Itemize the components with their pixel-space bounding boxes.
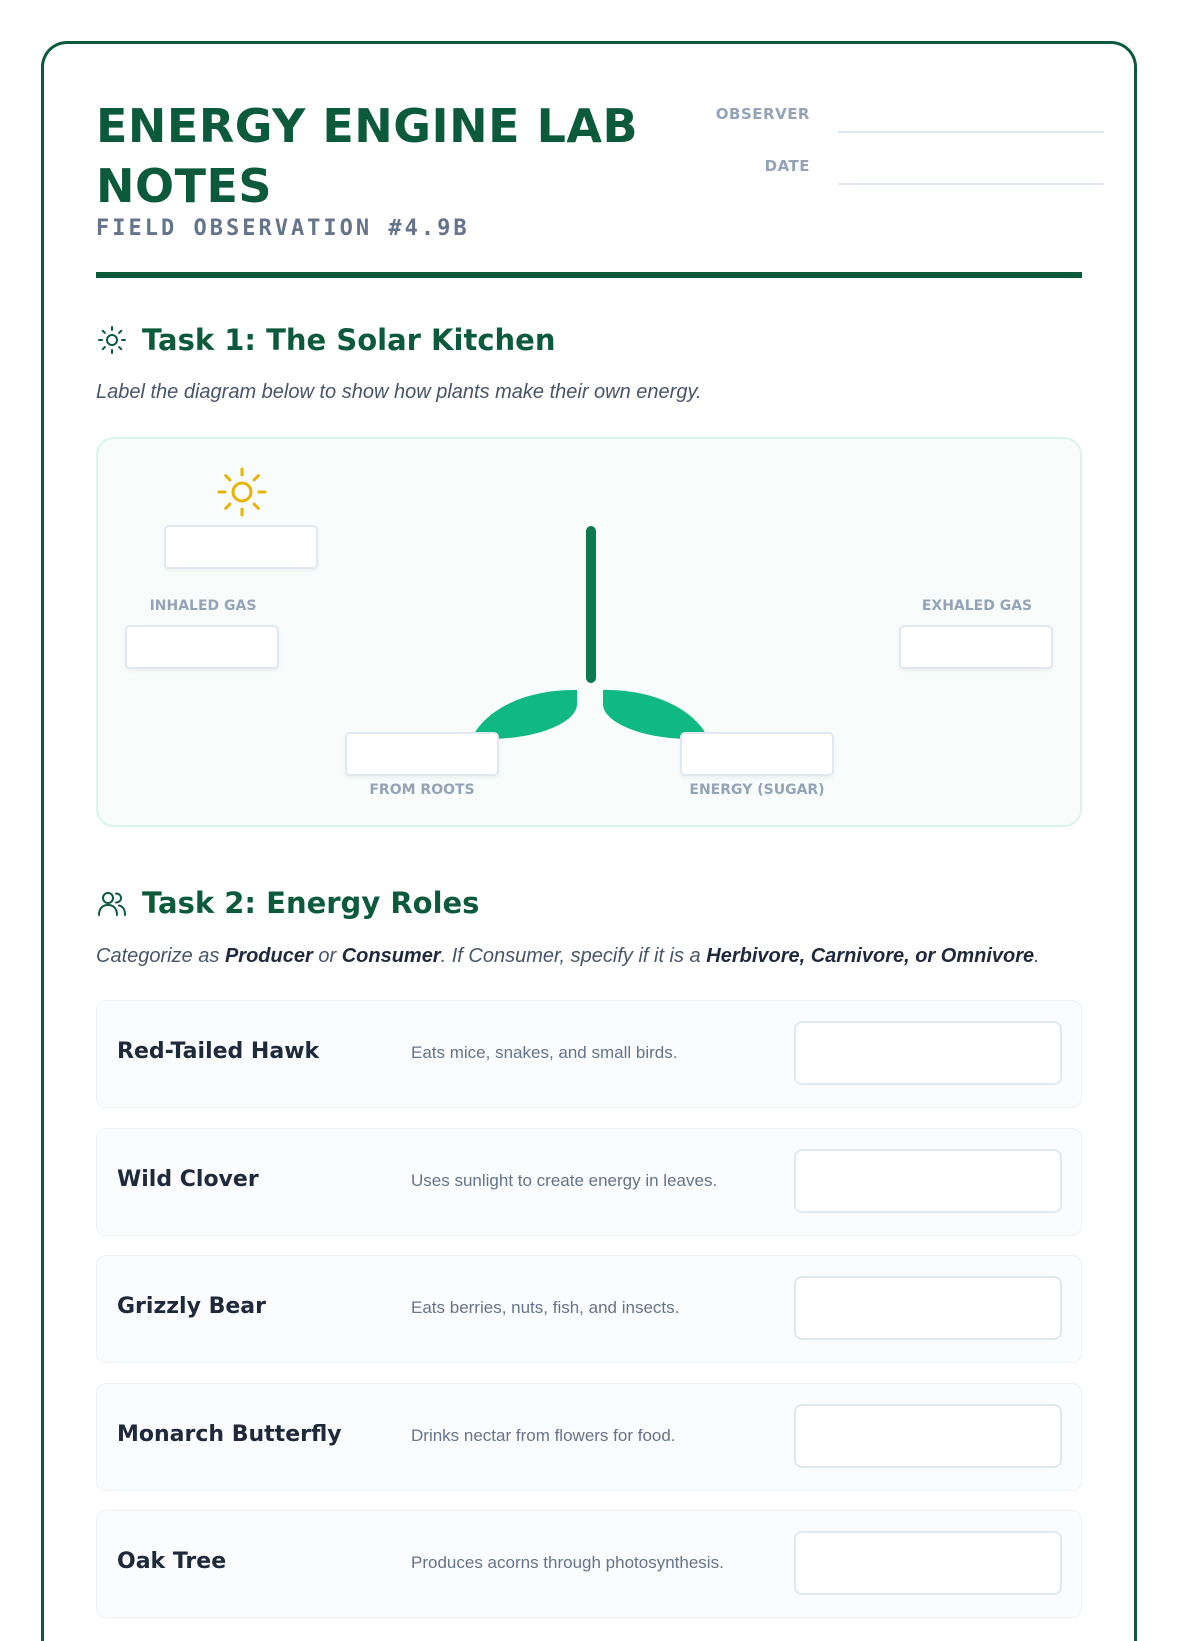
organism-name: Grizzly Bear bbox=[117, 1294, 266, 1319]
organism-row bbox=[96, 1000, 1082, 1108]
organism-row bbox=[96, 1128, 1082, 1236]
inhaled-gas-input-box[interactable] bbox=[125, 625, 279, 669]
header-divider bbox=[96, 272, 1082, 278]
task2-title: Task 2: Energy Roles bbox=[142, 886, 480, 920]
users-icon bbox=[96, 887, 128, 919]
task2-instruction: Categorize as Producer or Consumer. If Consumer, specify if it is a Herbivore, Carnivore, or Omnivore. bbox=[96, 945, 1040, 967]
organism-name: Monarch Butterfly bbox=[117, 1422, 342, 1447]
organism-description: Eats mice, snakes, and small birds. bbox=[411, 1043, 678, 1062]
task1-instruction: Label the diagram below to show how plants make their own energy. bbox=[96, 381, 702, 403]
from-roots-label: FROM ROOTS bbox=[369, 782, 475, 798]
organism-row bbox=[96, 1255, 1082, 1363]
observer-label: OBSERVER bbox=[715, 105, 810, 123]
page-title: ENERGY ENGINE LAB NOTES bbox=[96, 99, 639, 213]
task1-heading bbox=[96, 320, 555, 360]
sun-glyph-icon bbox=[219, 469, 265, 515]
page-subtitle: FIELD OBSERVATION #4.9B bbox=[96, 216, 470, 241]
date-line[interactable] bbox=[838, 183, 1104, 185]
photosynthesis-diagram bbox=[96, 437, 1082, 827]
from-roots-input-box[interactable] bbox=[345, 732, 499, 776]
organism-row bbox=[96, 1510, 1082, 1618]
observer-line[interactable] bbox=[838, 131, 1104, 133]
date-label: DATE bbox=[764, 157, 810, 175]
organism-description: Drinks nectar from flowers for food. bbox=[411, 1426, 676, 1445]
energy-sugar-input-box[interactable] bbox=[680, 732, 834, 776]
organism-description: Eats berries, nuts, fish, and insects. bbox=[411, 1298, 680, 1317]
producer-term: Producer bbox=[224, 945, 313, 967]
sunlight-input-box[interactable] bbox=[164, 525, 318, 569]
organism-name: Oak Tree bbox=[117, 1549, 227, 1574]
energy-role-input[interactable] bbox=[794, 1404, 1062, 1468]
task2-heading bbox=[96, 883, 479, 923]
date-field[interactable] bbox=[690, 155, 1104, 185]
organism-row bbox=[96, 1383, 1082, 1491]
organism-name: Red-Tailed Hawk bbox=[117, 1039, 320, 1064]
exhaled-gas-label: EXHALED GAS bbox=[921, 598, 1033, 614]
observer-field[interactable] bbox=[690, 103, 1104, 133]
exhaled-gas-input-box[interactable] bbox=[899, 625, 1053, 669]
energy-role-input[interactable] bbox=[794, 1276, 1062, 1340]
energy-role-input[interactable] bbox=[794, 1149, 1062, 1213]
organism-description: Uses sunlight to create energy in leaves. bbox=[411, 1171, 718, 1190]
sun-icon bbox=[96, 324, 128, 356]
energy-sugar-label: ENERGY (SUGAR) bbox=[689, 782, 825, 798]
inhaled-gas-label: INHALED GAS bbox=[149, 598, 257, 614]
energy-role-input[interactable] bbox=[794, 1531, 1062, 1595]
consumer-term: Consumer bbox=[341, 945, 441, 967]
consumer-types-term: Herbivore, Carnivore, or Omnivore bbox=[706, 945, 1035, 967]
organism-name: Wild Clover bbox=[117, 1167, 259, 1192]
task1-title: Task 1: The Solar Kitchen bbox=[142, 323, 556, 357]
organism-description: Produces acorns through photosynthesis. bbox=[411, 1553, 724, 1572]
energy-role-input[interactable] bbox=[794, 1021, 1062, 1085]
plant-stem bbox=[586, 526, 596, 683]
